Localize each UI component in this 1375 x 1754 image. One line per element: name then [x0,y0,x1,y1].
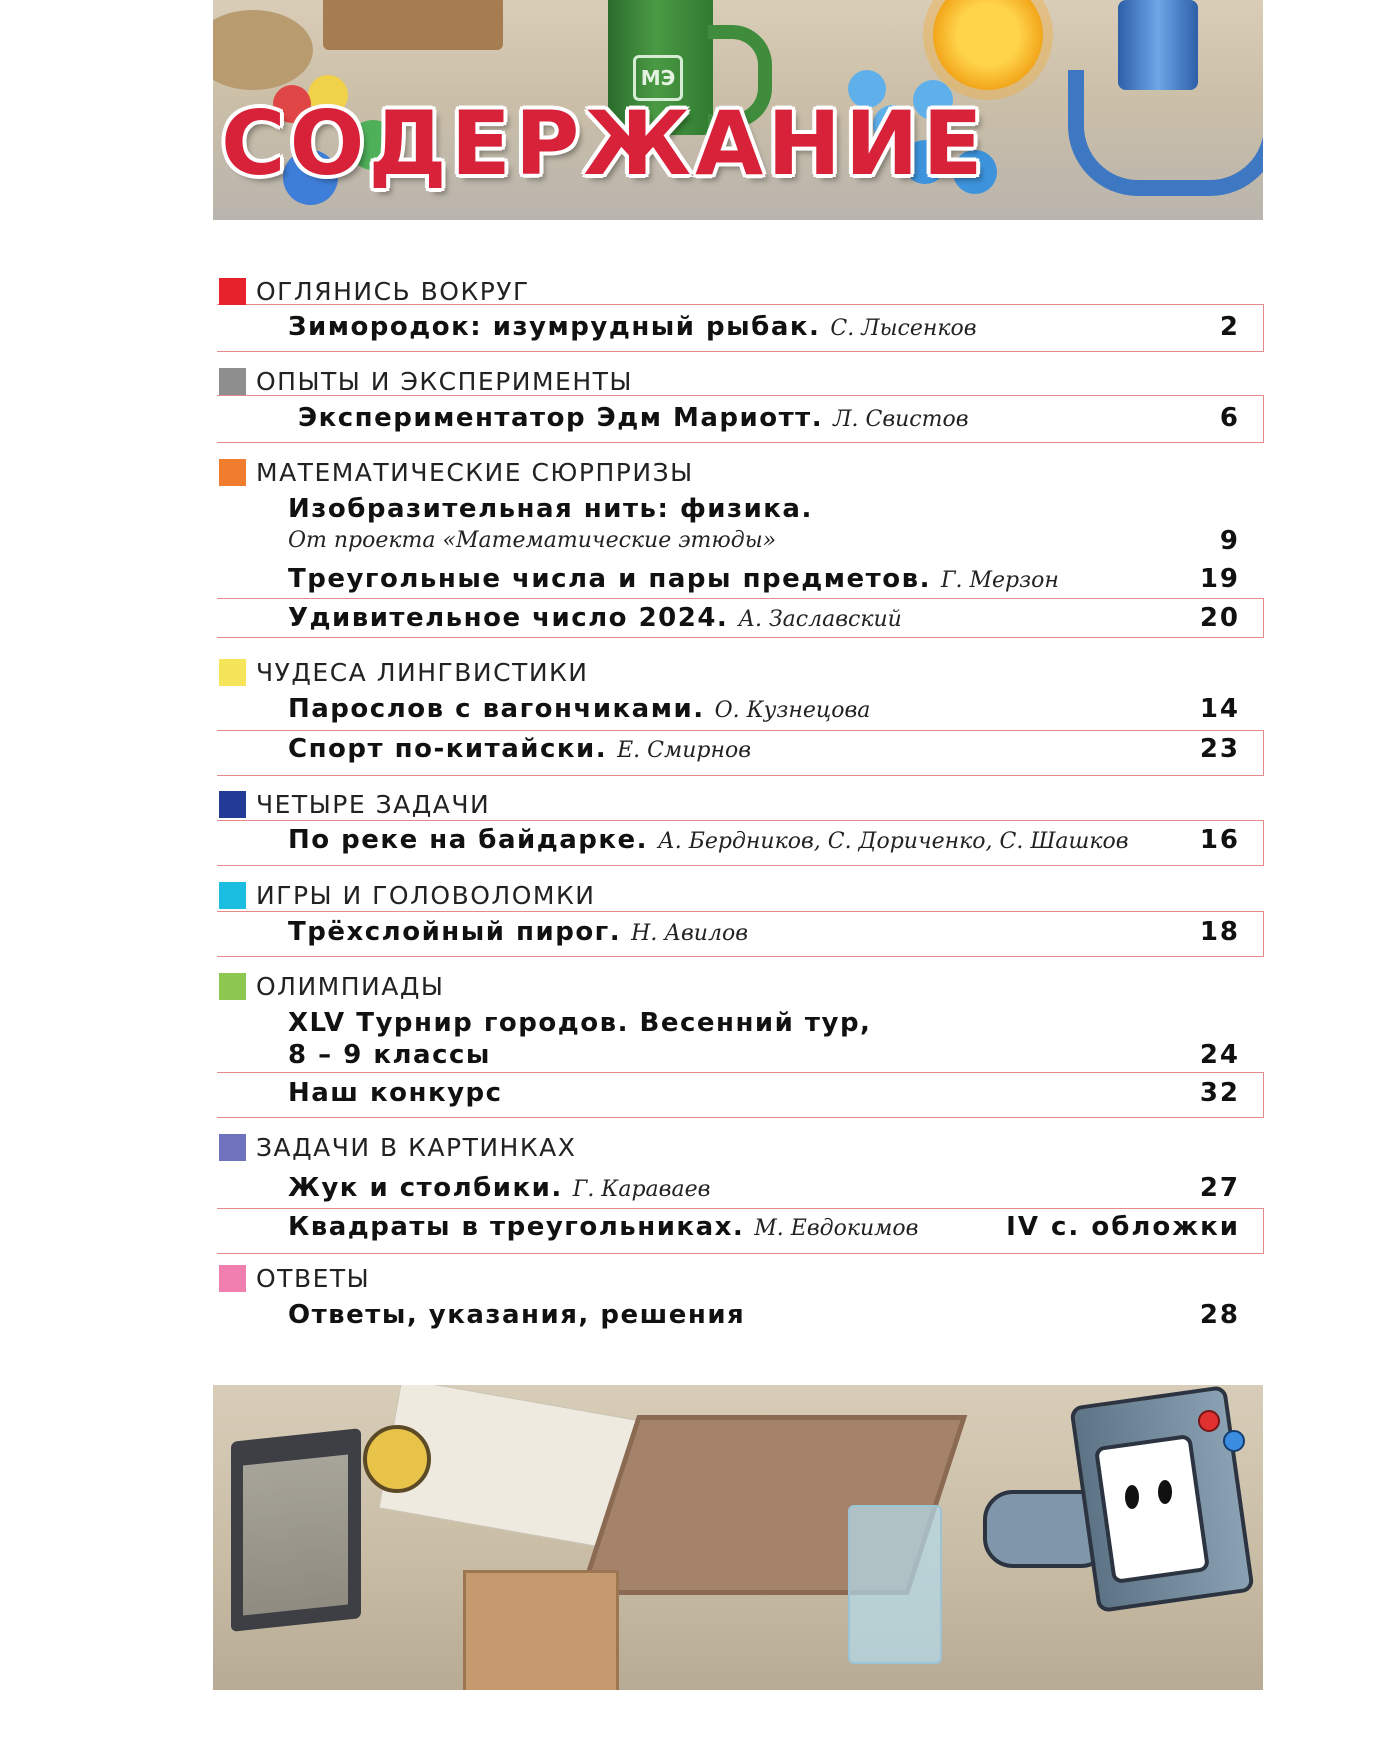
entry-title: Трёхслойный пирог. [288,917,622,947]
entry-page: 9 [1219,526,1240,556]
toc-entry[interactable] [288,1008,1240,1044]
section-color-square [219,459,246,486]
entry-author: О. Кузнецова [714,698,871,723]
section-header [219,972,444,1000]
section-title: ЧЕТЫРЕ ЗАДАЧИ [256,789,491,819]
entry-page: 28 [1199,1300,1240,1330]
section-header [219,277,530,305]
entry-page: 6 [1219,403,1240,433]
section-title: ЗАДАЧИ В КАРТИНКАХ [256,1132,577,1162]
entry-author: М. Евдокимов [754,1216,919,1241]
section-color-square [219,278,246,305]
toc-entry[interactable] [298,403,1240,439]
section-header [219,1133,576,1161]
robot-eye [1158,1480,1172,1504]
toc-entry[interactable] [288,917,1240,953]
section-header [219,790,490,818]
section-title: ЧУДЕСА ЛИНГВИСТИКИ [256,657,589,687]
section-color-square [219,791,246,818]
glass-jar [848,1505,942,1664]
entry-page: 23 [1199,734,1240,764]
toc-entry[interactable] [288,734,1240,770]
section-header [219,458,694,486]
entry-title: Изобразительная нить: физика. [288,494,813,524]
entry-title: Зимородок: изумрудный рыбак. [288,312,821,342]
entry-title: Наш конкурс [288,1078,503,1108]
entry-page: IV с. обложки [1006,1212,1240,1242]
section-title: ИГРЫ И ГОЛОВОЛОМКИ [256,880,596,910]
entry-page: 20 [1199,603,1240,633]
section-header [219,658,588,686]
toc-entry[interactable] [288,1078,1240,1114]
entry-author: С. Лысенков [830,316,977,341]
entry-page: 16 [1199,825,1240,855]
entry-page: 14 [1199,694,1240,724]
entry-author: Л. Свистов [833,407,969,432]
entry-title: Ответы, указания, решения [288,1300,746,1330]
entry-page: 19 [1199,564,1240,594]
toc-entry[interactable] [288,825,1240,861]
section-color-square [219,659,246,686]
toc-entry[interactable] [288,312,1240,348]
toc-entry[interactable] [288,564,1240,600]
entry-author: Г. Караваев [572,1177,711,1202]
section-header [219,1264,370,1292]
entry-page: 24 [1199,1040,1240,1070]
robot-blue-button [1223,1430,1245,1452]
entry-title: Треугольные числа и пары предметов. [288,564,931,594]
section-title: ОТВЕТЫ [256,1263,371,1293]
entry-page: 2 [1219,312,1240,342]
entry-title-line2: 8 – 9 классы [288,1040,491,1070]
robot-eye [1125,1485,1139,1509]
section-color-square [219,1265,246,1292]
section-color-square [219,368,246,395]
toc-entry-subtitle-line [288,528,1240,564]
entry-page: 27 [1199,1173,1240,1203]
toc-entry[interactable] [288,1212,1240,1248]
entry-author: А. Бердников, С. Дориченко, С. Шашков [658,829,1129,854]
monitor-screen [243,1454,348,1615]
section-color-square [219,1134,246,1161]
toc-entry[interactable] [288,1300,1240,1336]
robot-red-button [1198,1410,1220,1432]
page-title: СОДЕРЖАНИЕ [221,92,987,195]
section-header [219,367,633,395]
entry-title: Спорт по-китайски. [288,734,608,764]
entry-author: Е. Смирнов [617,738,752,763]
robot-face [1094,1434,1210,1584]
section-title: ОГЛЯНИСЬ ВОКРУГ [256,276,530,306]
entry-author: Г. Мерзон [940,568,1059,593]
bottom-illustration [213,1385,1263,1690]
entry-author: Н. Авилов [631,921,749,946]
section-title: ОЛИМПИАДЫ [256,971,445,1001]
entry-page: 32 [1199,1078,1240,1108]
section-header [219,881,595,909]
entry-title: Квадраты в треугольниках. [288,1212,745,1242]
section-color-square [219,882,246,909]
entry-page: 18 [1199,917,1240,947]
section-color-square [219,973,246,1000]
entry-title: XLV Турнир городов. Весенний тур, [288,1008,872,1038]
section-title: МАТЕМАТИЧЕСКИЕ СЮРПРИЗЫ [256,457,694,487]
toc-entry[interactable] [288,603,1240,639]
entry-subtitle: От проекта «Математические этюды» [288,528,777,553]
section-title: ОПЫТЫ И ЭКСПЕРИМЕНТЫ [256,366,633,396]
toc-entry[interactable] [288,494,1240,530]
entry-title: По реке на байдарке. [288,825,649,855]
entry-title: Удивительное число 2024. [288,603,729,633]
tape-measure-icon [363,1425,431,1493]
entry-title: Парослов с вагончиками. [288,694,705,724]
mug-logo: МЭ [633,55,683,101]
toc-entry-second-line [288,1040,1240,1076]
entry-author: А. Заславский [738,607,902,632]
entry-title: Экспериментатор Эдм Мариотт. [298,403,824,433]
toc-entry[interactable] [288,1173,1240,1209]
entry-title: Жук и столбики. [288,1173,563,1203]
wooden-toolbox [463,1570,619,1690]
toc-entry[interactable] [288,694,1240,730]
